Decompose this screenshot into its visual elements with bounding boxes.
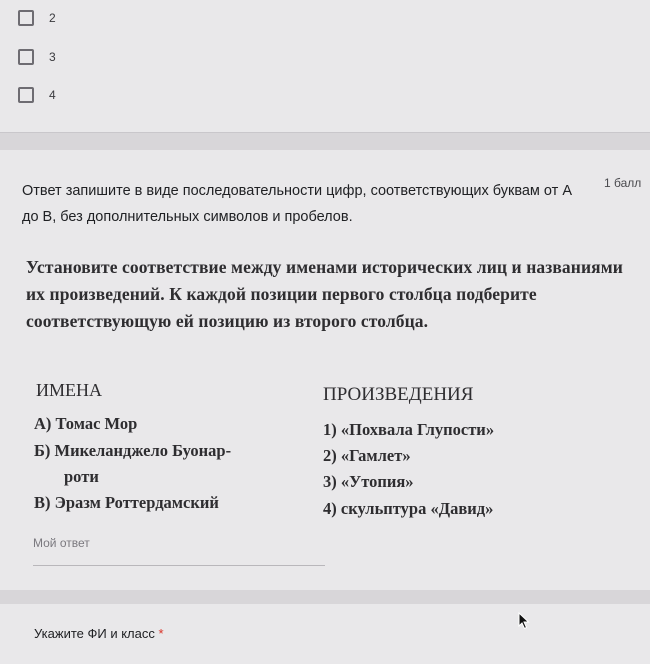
checkbox[interactable] [18,10,34,26]
name-item-b: Б) Микеланджело Буонар- [34,441,232,460]
name-item-v: В) Эразм Роттердамский [34,493,219,512]
option-label: 3 [49,50,56,64]
checkbox[interactable] [18,49,34,65]
option-3[interactable] [18,46,56,68]
mouse-cursor-icon [518,612,530,630]
work-item-4: 4) скульптура «Давид» [323,499,494,518]
question-task-text: Установите соответствие между именами исторических лиц и названиями их произведений. К каждой позиции первого столбца подберите соответствующую ей позицию из второго столбца. [26,257,623,331]
next-question-title: Укажите ФИ и класс [34,626,155,641]
name-item-b-continued: роти [64,467,99,486]
work-item-3: 3) «Утопия» [323,472,414,491]
previous-question-card [0,0,650,133]
work-item-1: 1) «Похвала Глупости» [323,420,495,439]
work-item-2: 2) «Гамлет» [323,446,411,465]
next-question-label [34,626,164,641]
option-4[interactable] [18,84,56,106]
option-label: 4 [49,88,56,102]
points-label: 1 балл [604,176,642,190]
option-label: 2 [49,11,56,25]
question-instruction: Ответ запишите в виде последовательности цифр, соответствующих буквам от А до В, без дополнительных символов и пробелов. [22,183,573,225]
answer-input-underline [33,565,325,566]
works-column-header: ПРОИЗВЕДЕНИЯ [323,384,474,405]
names-column-header: ИМЕНА [36,380,102,400]
answer-input[interactable]: Мой ответ [33,536,90,550]
name-item-a: А) Томас Мор [34,414,138,433]
checkbox[interactable] [18,87,34,103]
required-mark: * [158,626,164,641]
option-2[interactable] [18,7,56,29]
